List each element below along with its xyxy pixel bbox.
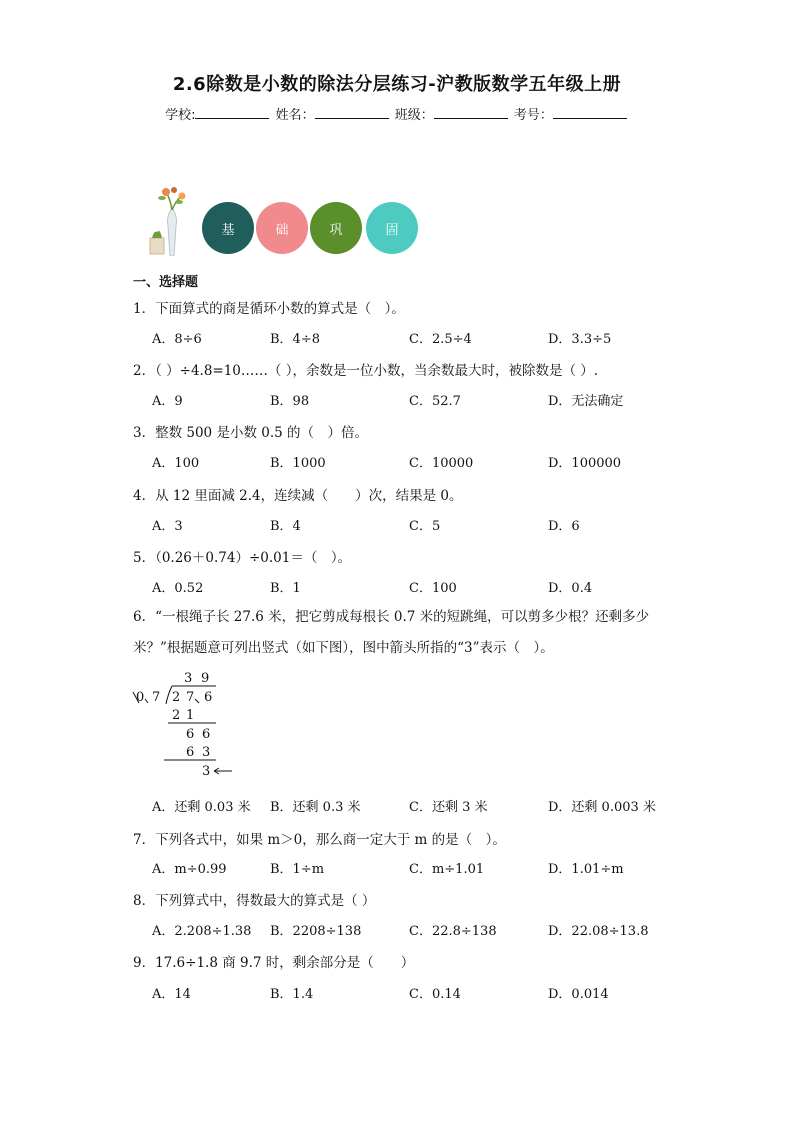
- question-6-stem-line-1: 6．“一根绳子长 27.6 米，把它剪成每根长 0.7 米的短跳绳，可以剪多少根？还剩多少: [133, 609, 650, 625]
- exam-number-label: 考号：: [513, 108, 553, 123]
- step-3-digit-1: 6: [186, 745, 195, 760]
- section-title: 一、选择题: [133, 275, 199, 290]
- option-d[interactable]: D．22.08÷13.8: [548, 924, 649, 939]
- option-d[interactable]: D．0.4: [548, 581, 593, 596]
- option-c[interactable]: C．52.7: [409, 394, 461, 409]
- step-1-digit-2: 1: [186, 708, 195, 723]
- option-b[interactable]: B．1: [270, 581, 301, 596]
- option-d[interactable]: D．1.01÷m: [548, 862, 624, 877]
- school-blank[interactable]: [195, 106, 269, 119]
- question-6-stem: [133, 602, 673, 664]
- option-d[interactable]: D．3.3÷5: [548, 332, 612, 347]
- divisor-digit-2: 7: [152, 690, 161, 705]
- option-a[interactable]: A．9: [152, 394, 183, 409]
- question-2-stem: 2．（ ）÷4.8=10……（ ），余数是一位小数，当余数最大时，被除数是（ ）.: [133, 363, 599, 379]
- option-a[interactable]: A．m÷0.99: [152, 862, 227, 877]
- name-label: 姓名：: [275, 108, 315, 123]
- option-d[interactable]: D．100000: [548, 456, 622, 471]
- divisor-decimal-tick: [145, 699, 148, 703]
- option-b[interactable]: B．1.4: [270, 987, 314, 1002]
- quotient-digit-1: 3: [184, 671, 193, 686]
- option-c[interactable]: C．m÷1.01: [409, 862, 485, 877]
- option-c[interactable]: C．22.8÷138: [409, 924, 497, 939]
- question-3-stem: 3．整数 500 是小数 0.5 的（ ）倍。: [133, 425, 368, 441]
- option-d[interactable]: D．无法确定: [548, 394, 624, 409]
- option-a[interactable]: A．还剩 0.03 米: [152, 800, 251, 815]
- option-a[interactable]: A．8÷6: [152, 332, 202, 347]
- step-3-digit-2: 3: [202, 745, 211, 760]
- option-c[interactable]: C．10000: [409, 456, 474, 471]
- step-2-digit-2: 6: [202, 727, 211, 742]
- option-c[interactable]: C．100: [409, 581, 457, 596]
- question-4-stem: 4．从 12 里面减 2.4，连续减（ ）次，结果是 0。: [133, 488, 463, 504]
- option-b[interactable]: B．1000: [270, 456, 326, 471]
- badge-ji: 基: [202, 202, 254, 254]
- remainder-digit: 3: [202, 764, 211, 779]
- option-a[interactable]: A．100: [152, 456, 200, 471]
- dividend-digit-2: 7: [186, 690, 195, 705]
- option-a[interactable]: A．2.208÷1.38: [152, 924, 252, 939]
- quotient-digit-2: 9: [201, 671, 210, 686]
- option-d[interactable]: D．0.014: [548, 987, 609, 1002]
- option-b[interactable]: B．还剩 0.3 米: [270, 800, 361, 815]
- question-5-stem: 5．（0.26＋0.74）÷0.01＝（ ）。: [133, 550, 352, 566]
- badge-gu: 固: [366, 202, 418, 254]
- school-label: 学校:: [165, 108, 196, 123]
- option-c[interactable]: C．还剩 3 米: [409, 800, 488, 815]
- option-d[interactable]: D．6: [548, 519, 580, 534]
- step-1-digit-1: 2: [172, 708, 181, 723]
- option-a[interactable]: A．3: [152, 519, 183, 534]
- plant-vase-illustration: [148, 186, 196, 256]
- dividend-digit-1: 2: [172, 690, 181, 705]
- option-d[interactable]: D．还剩 0.003 米: [548, 800, 656, 815]
- option-c[interactable]: C．0.14: [409, 987, 461, 1002]
- option-b[interactable]: B．1÷m: [270, 862, 325, 877]
- class-label: 班级：: [394, 108, 434, 123]
- student-info-line: [0, 104, 794, 123]
- badge-gong: 巩: [310, 202, 362, 254]
- option-b[interactable]: B．4÷8: [270, 332, 320, 347]
- class-blank[interactable]: [434, 106, 508, 119]
- name-blank[interactable]: [315, 106, 389, 119]
- dividend-decimal-tick: [195, 699, 199, 703]
- question-6-stem-line-2: 米？”根据题意可列出竖式（如下图），图中箭头所指的“3”表示（ ）。: [133, 640, 554, 656]
- option-b[interactable]: B．98: [270, 394, 310, 409]
- option-b[interactable]: B．2208÷138: [270, 924, 362, 939]
- badge-chu: 础: [256, 202, 308, 254]
- long-division-figure: [130, 670, 240, 782]
- option-b[interactable]: B．4: [270, 519, 301, 534]
- option-a[interactable]: A．0.52: [152, 581, 204, 596]
- option-c[interactable]: C．5: [409, 519, 441, 534]
- step-2-digit-1: 6: [186, 727, 195, 742]
- question-8-stem: 8．下列算式中，得数最大的算式是（ ）: [133, 893, 376, 909]
- option-a[interactable]: A．14: [152, 987, 191, 1002]
- option-c[interactable]: C．2.5÷4: [409, 332, 472, 347]
- question-9-stem: 9．17.6÷1.8 商 9.7 时，剩余部分是（ ）: [133, 955, 415, 971]
- divisor-digit-1: 0: [136, 690, 145, 705]
- exam-number-blank[interactable]: [553, 106, 627, 119]
- question-7-stem: 7．下列各式中，如果 m＞0，那么商一定大于 m 的是（ ）。: [133, 832, 506, 848]
- page-title: 2.6除数是小数的除法分层练习-沪教版数学五年级上册: [172, 74, 622, 95]
- dividend-digit-3: 6: [204, 690, 213, 705]
- question-1-stem: 1．下面算式的商是循环小数的算式是（ ）。: [133, 301, 405, 317]
